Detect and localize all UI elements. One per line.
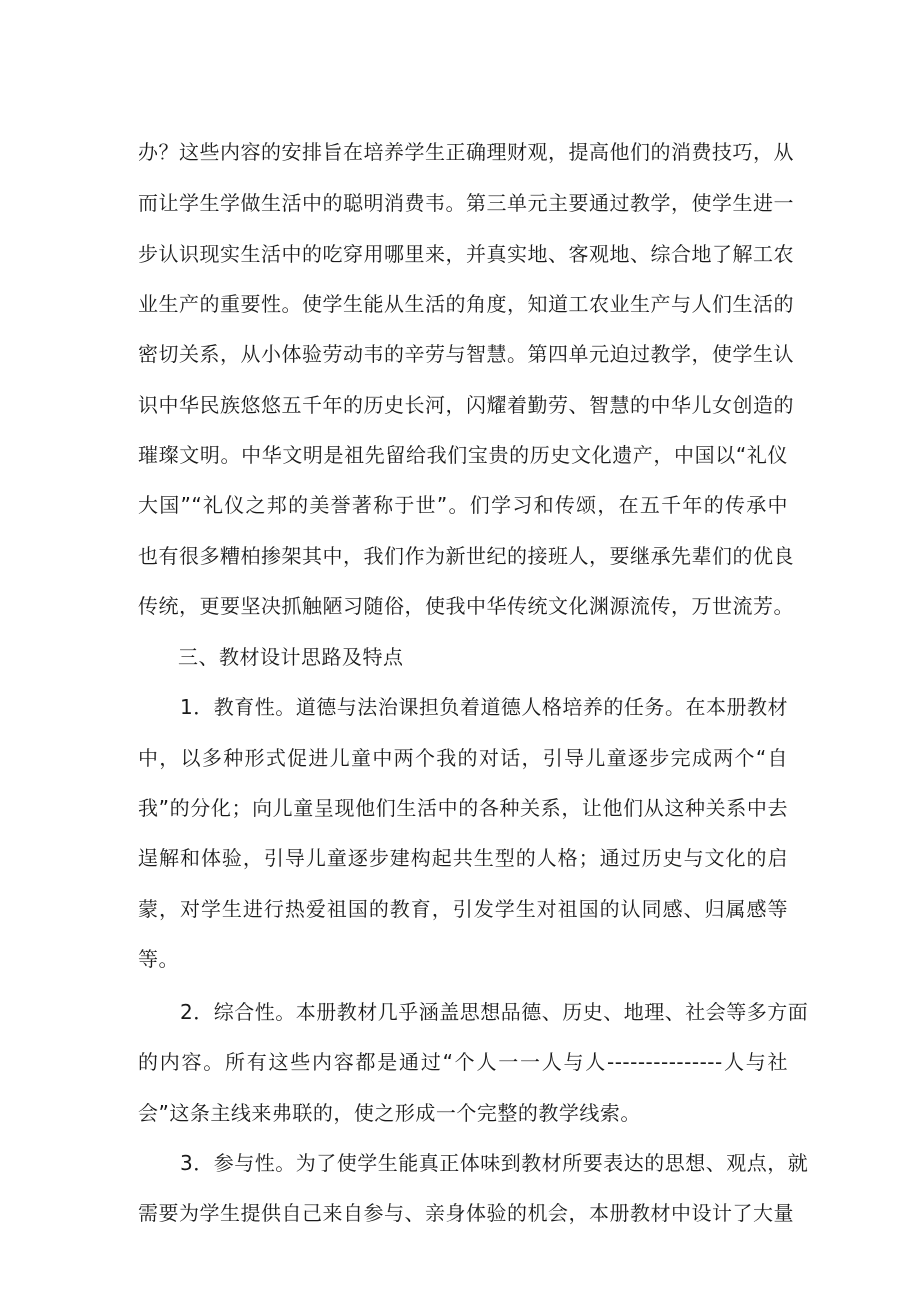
paragraph-line: 等。 [138,947,179,971]
paragraph-line: 办？这些内容的安排旨在培养学生正确理财观，提高他们的消费技巧，从 [138,140,794,164]
paragraph-line: 而让学生学做生活中的聪明消费韦。第三单元主要通过教学，使学生进一 [138,191,794,215]
paragraph-line: 会”这条主线来弗联的，使之形成一个完整的教学线索。 [138,1101,641,1125]
paragraph-line: 业生产的重要性。使学生能从生活的角度，知道工农业生产与人们生活的 [138,292,794,316]
paragraph-line: 的内容。所有这些内容都是通过“个人一一人与人---------------人与社 [138,1050,788,1074]
paragraph-line: 璀璨文明。中华文明是祖先留给我们宝贵的历史文化遗产，中国以“礼仪 [138,443,788,467]
paragraph-line: 蒙，对学生进行热爱祖国的教育，引发学生对祖国的认同感、归属感等 [138,897,788,921]
paragraph-line: 也有很多糟柏掺架其中，我们作为新世纪的接班人，要继承先辈们的优良 [138,544,794,568]
section-heading: 三、教材设计思路及特点 [178,645,404,669]
paragraph-line: 2．综合性。本册教材几乎涵盖思想品德、历史、地理、社会等多方面 [180,1000,809,1024]
paragraph-line: 3．参与性。为了使学生能真正体味到教材所要表达的思想、观点，就 [180,1151,809,1175]
paragraph-line: 逞解和体验，引导儿童逐步建构起共生型的人格；通过历史与文化的启 [138,846,788,870]
paragraph-line: 大国”“礼仪之邦的美誉著称于世”。们学习和传颂，在五千年的传承中 [138,493,788,517]
paragraph-line: 中，以多种形式促进儿童中两个我的对话，引导儿童逐步完成两个“自 [138,746,788,770]
paragraph-line: 1．教育性。道德与法治课担负着道德人格培养的任务。在本册教材 [180,695,788,719]
paragraph-line: 传统，更要坚决抓触陋习随俗，使我中华传统文化渊源流传，万世流芳。 [138,594,794,618]
paragraph-line: 识中华民族悠悠五千年的历史长河，闪耀着勤劳、智慧的中华儿女创造的 [138,393,794,417]
paragraph-line: 我”的分化；向儿童呈现他们生活中的各种关系，让他们从这种关系中去 [138,796,788,820]
paragraph-line: 密切关系，从小体验劳动韦的辛劳与智慧。第四单元迫过教学，使学生认 [138,342,794,366]
paragraph-line: 步认识现实生活中的吃穿用哪里来，并真实地、客观地、综合地了解工农 [138,242,794,266]
paragraph-line: 需要为学生提供自己来自参与、亲身体验的机会，本册教材中设计了大量 [138,1201,794,1225]
